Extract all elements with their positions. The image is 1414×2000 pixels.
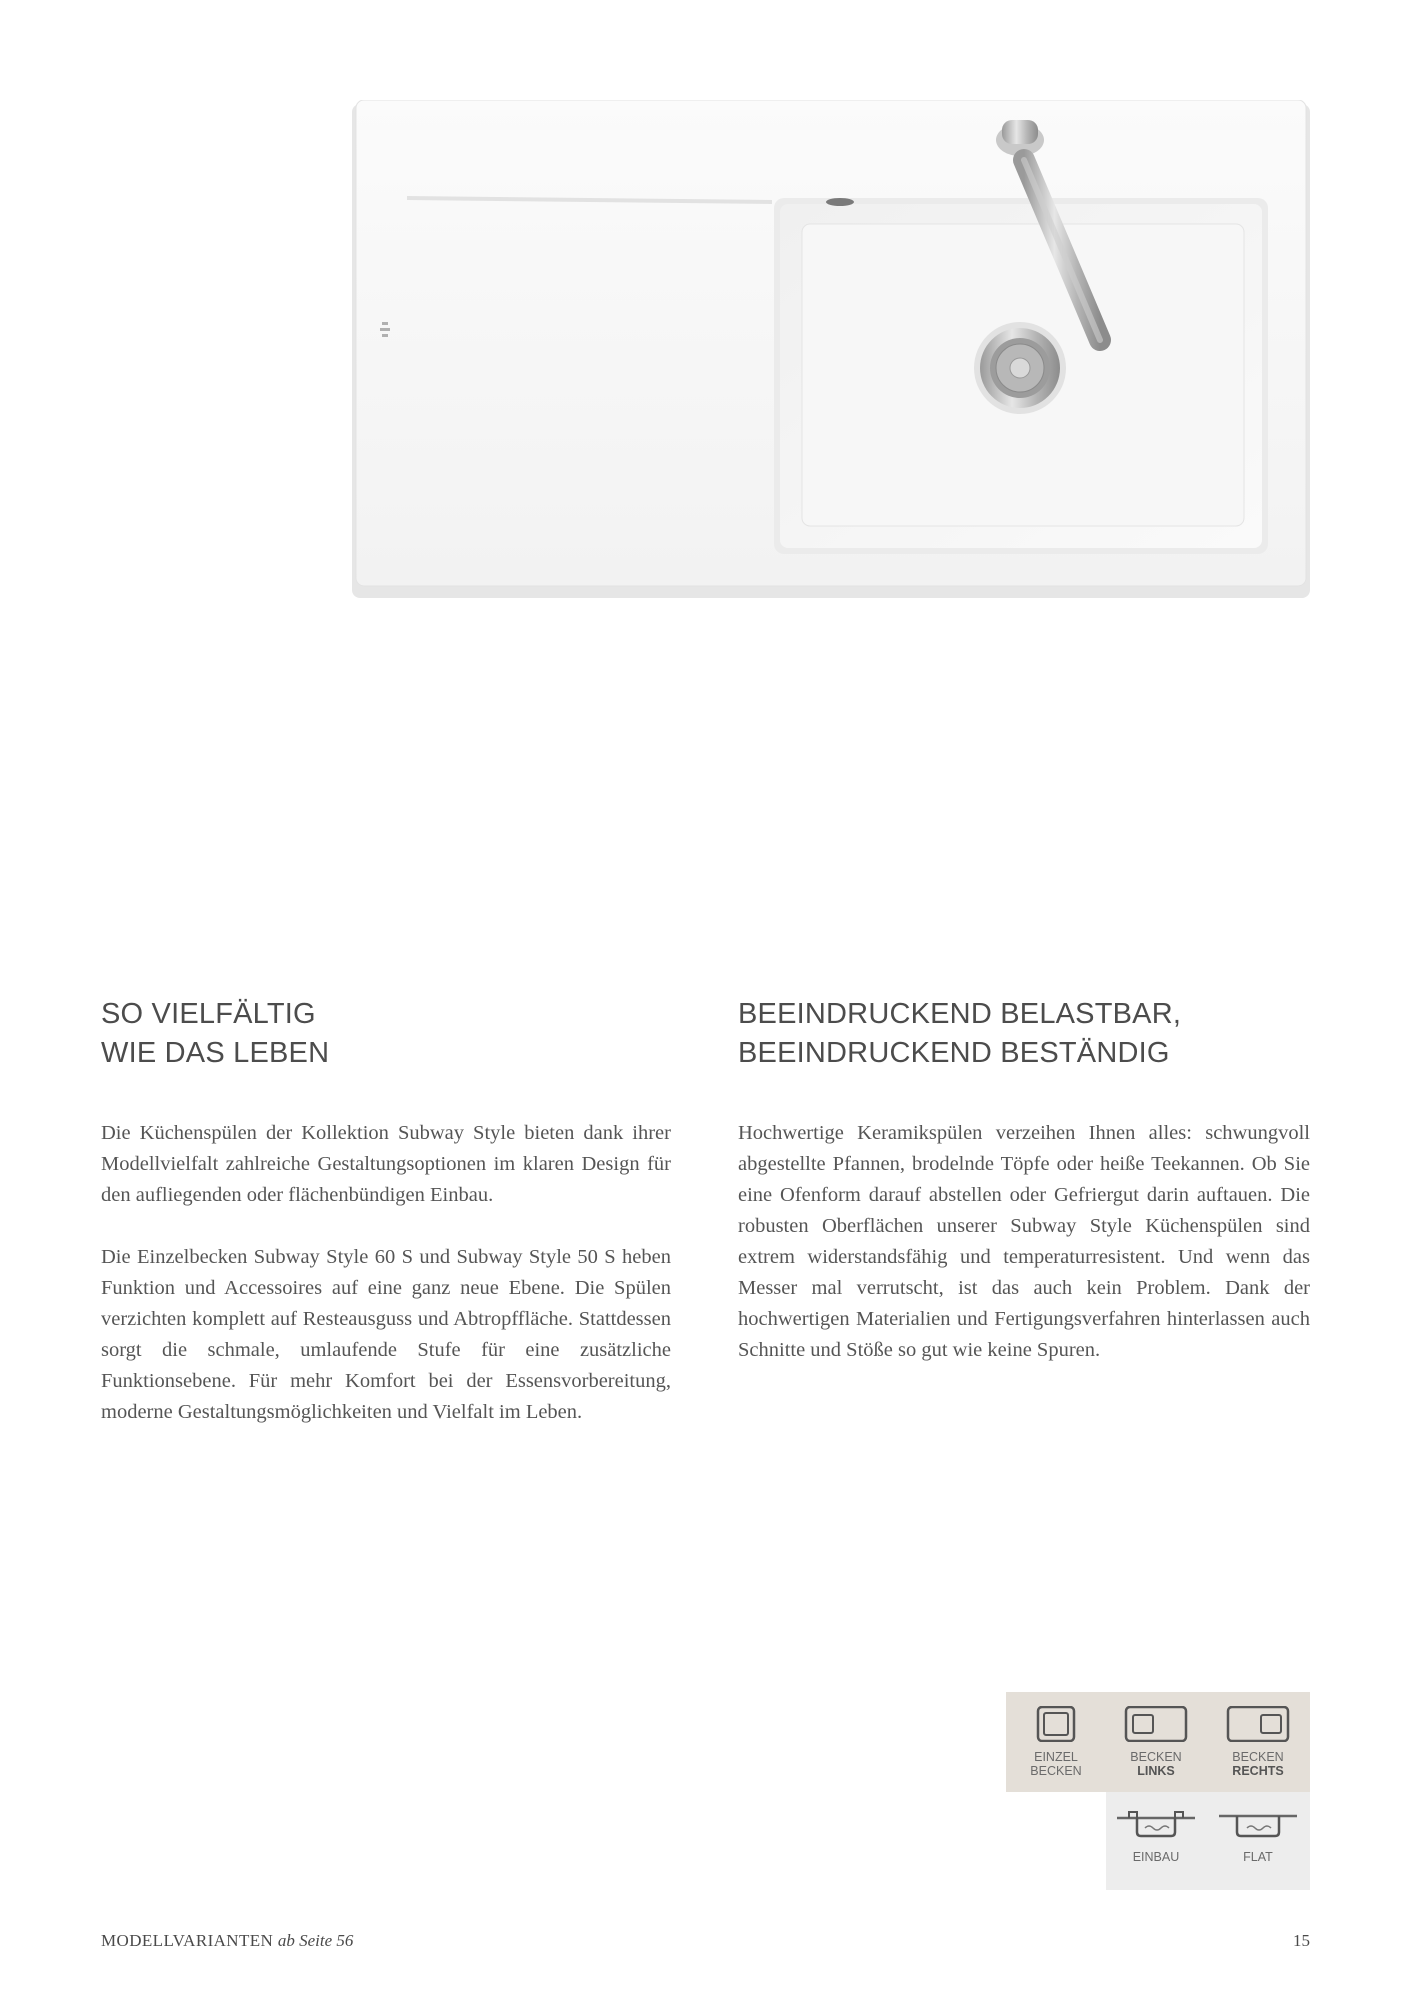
rechts-label-2: RECHTS (1232, 1764, 1284, 1778)
right-heading (738, 995, 1181, 1073)
right-heading-line-2: BEEINDRUCKEND BESTÄNDIG (738, 1037, 1170, 1069)
right-heading-line-1: BEEINDRUCKEND BELASTBAR, (738, 998, 1182, 1030)
feature-flat (1208, 1806, 1308, 1864)
links-label-2: LINKS (1137, 1764, 1175, 1778)
einbau-label: EINBAU (1132, 1850, 1180, 1864)
feature-becken-links (1106, 1706, 1206, 1778)
footer-reference (101, 1931, 353, 1951)
page-number: 15 (1293, 1931, 1310, 1950)
bowl-left-icon (1124, 1706, 1188, 1742)
left-body-text (101, 1118, 671, 1459)
feature-icon-panel (1006, 1692, 1310, 1890)
right-body-text (738, 1118, 1310, 1397)
flush-mount-icon (1217, 1806, 1299, 1842)
sink-product-image (352, 100, 1312, 600)
feature-becken-rechts (1208, 1706, 1308, 1778)
left-paragraph-1: Die Küchenspülen der Kollektion Subway Style bieten dank ihrer Modellvielfalt zahlreiche Gestaltungsoptionen im klaren Design für den aufliegenden oder flächenbündigen Einbau. (101, 1122, 671, 1206)
footer-page-ref: ab Seite 56 (277, 1931, 354, 1950)
left-heading-line-2: WIE DAS LEBEN (101, 1037, 330, 1069)
left-paragraph-2: Die Einzelbecken Subway Style 60 S und Subway Style 50 S heben Funktion und Accessoires auf eine ganz neue Ebene. Die Spülen verzichten komplett auf Resteausguss und Abtropffläche. Stattdessen sorgt die schmale, umlaufende Stufe für eine zusätzliche Funktionsebene. Für mehr Komfort bei der Essensvorbereitung, moderne Gestaltungsmöglichkeiten und Vielfalt im Leben. (101, 1246, 671, 1423)
flat-label: FLAT (1243, 1850, 1273, 1864)
rechts-label-1: BECKEN (1232, 1750, 1284, 1764)
feature-einzelbecken (1006, 1706, 1106, 1778)
bowl-right-icon (1226, 1706, 1290, 1742)
einzel-label-1: EINZEL (1034, 1750, 1078, 1764)
links-label-1: BECKEN (1130, 1750, 1182, 1764)
left-heading (101, 995, 329, 1073)
single-bowl-icon (1036, 1706, 1076, 1742)
inset-mount-icon (1115, 1806, 1197, 1842)
footer-label: MODELLVARIANTEN (101, 1931, 274, 1950)
left-heading-line-1: SO VIELFÄLTIG (101, 998, 316, 1030)
einzel-label-2: BECKEN (1030, 1764, 1082, 1778)
right-paragraph-1: Hochwertige Keramikspülen verzeihen Ihnen alles: schwungvoll abgestellte Pfannen, brodelnde Töpfe oder heiße Teekannen. Ob Sie eine Ofenform darauf abstellen oder Gefriergut darin auftauen. Die robusten Oberflächen unserer Subway Style Küchenspülen sind extrem widerstandsfähig und temperaturresistent. Und wenn das Messer mal verrutscht, ist das auch kein Problem. Dank der hochwertigen Materialien und Fertigungsverfahren hinterlassen auch Schnitte und Stöße so gut wie keine Spuren. (738, 1122, 1310, 1361)
feature-einbau (1106, 1806, 1206, 1864)
